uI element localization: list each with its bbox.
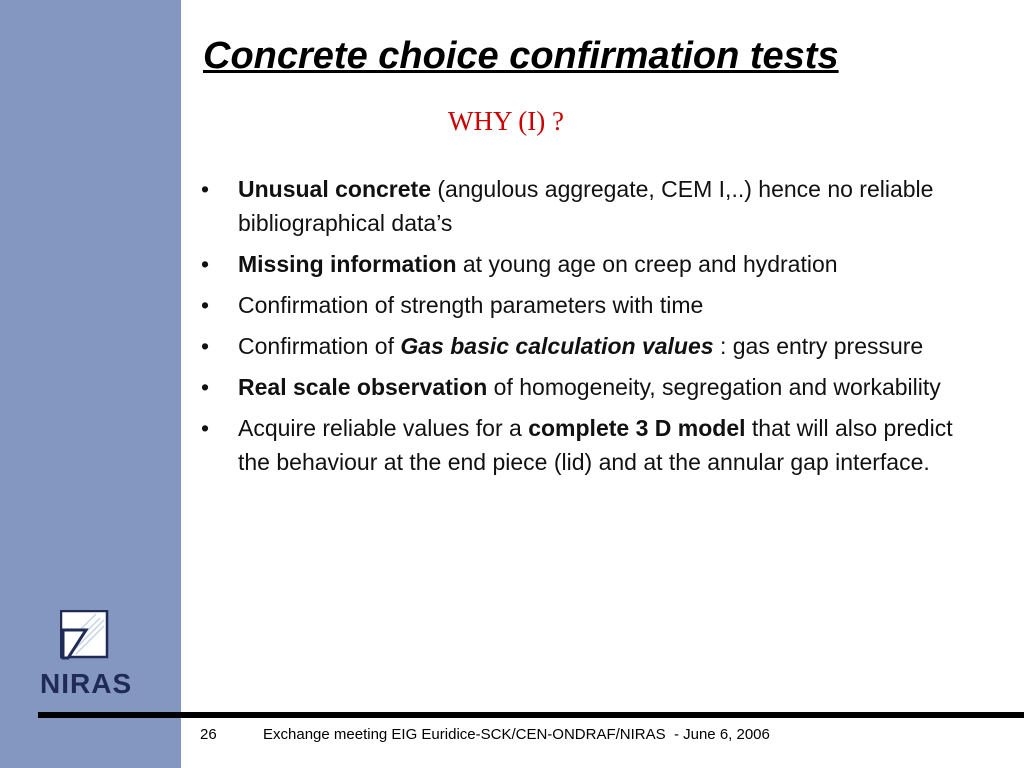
slide-title: Concrete choice confirmation tests xyxy=(203,35,839,77)
bullet-dot-icon: • xyxy=(201,176,210,202)
bullet-run: Confirmation of strength parameters with time xyxy=(238,292,704,318)
bullet-run: Acquire reliable values for a xyxy=(238,415,529,441)
bullet-run: Unusual concrete xyxy=(238,176,431,202)
bullet-item-2 xyxy=(197,247,977,281)
footer-text: Exchange meeting EIG Euridice-SCK/CEN-ONDRAF/NIRAS - June 6, 2006 xyxy=(263,726,770,743)
niras-logo-text: NIRAS xyxy=(40,668,133,699)
bullet-run: Real scale observation xyxy=(238,374,488,400)
bullet-run: of homogeneity, segregation and workability xyxy=(487,374,941,400)
bullet-run: that will also predict the behaviour at the end piece (lid) and at the annular gap interface. xyxy=(238,415,953,475)
bullet-text xyxy=(238,415,953,475)
bullet-item-5 xyxy=(197,370,977,404)
niras-logo xyxy=(40,608,150,698)
bullet-run: complete 3 D model xyxy=(528,415,746,441)
bullet-dot-icon: • xyxy=(201,333,210,359)
bullet-dot-icon: • xyxy=(201,374,210,400)
page-number: 26 xyxy=(200,726,217,743)
bullet-item-6 xyxy=(197,411,977,479)
bullet-run: at young age on creep and hydration xyxy=(456,251,838,277)
bullet-dot-icon: • xyxy=(201,415,210,441)
bullet-text xyxy=(238,333,923,359)
niras-logo-mark-icon xyxy=(60,610,110,662)
bullet-list xyxy=(197,172,977,486)
bullet-dot-icon: • xyxy=(201,292,210,318)
bullet-item-1 xyxy=(197,172,977,240)
bullet-text xyxy=(238,176,933,236)
bullet-run: : gas entry pressure xyxy=(713,333,924,359)
bullet-run: Gas basic calculation values xyxy=(400,333,714,359)
bullet-item-4 xyxy=(197,329,977,363)
bullet-text xyxy=(238,292,703,318)
bullet-text xyxy=(238,251,838,277)
bullet-text xyxy=(238,374,941,400)
bullet-run: (angulous aggregate, CEM I,..) hence no reliable bibliographical data’s xyxy=(238,176,934,236)
bullet-dot-icon: • xyxy=(201,251,210,277)
footer-divider xyxy=(38,712,1024,718)
slide-subtitle: WHY (I) ? xyxy=(448,106,564,136)
bullet-run: Missing information xyxy=(238,251,457,277)
bullet-run: Confirmation of xyxy=(238,333,401,359)
bullet-item-3 xyxy=(197,288,977,322)
